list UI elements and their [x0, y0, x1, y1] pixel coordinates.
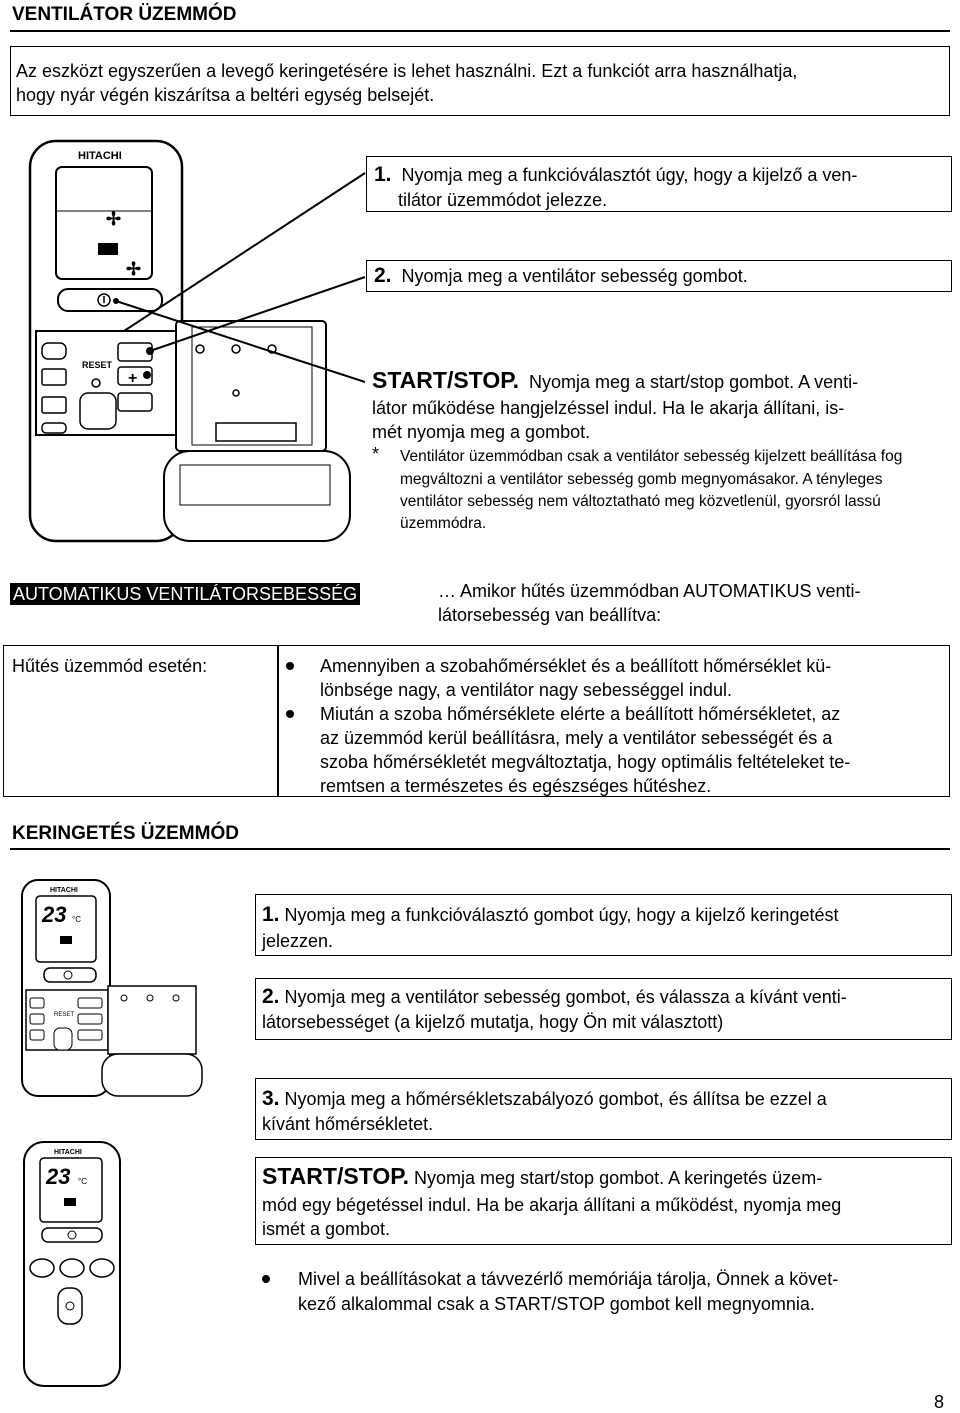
- bullet2-line1: Miután a szoba hőmérséklete elérte a beállított hőmérsékletet, az: [320, 704, 841, 724]
- bullet2-line3: szoba hőmérsékletét megváltoztatja, hogy optimális feltételeket te-: [320, 752, 851, 772]
- fan-start-label: START/STOP.: [372, 367, 519, 393]
- auto-desc-line2: látorsebesség van beállítva:: [438, 605, 662, 625]
- circ-step2-line1: [262, 985, 847, 1009]
- svg-text:HITACHI: HITACHI: [54, 1149, 82, 1156]
- circ-step3-text1: Nyomja meg a hőmérsékletszabályozó gombot, és állítsa be ezzel a: [284, 1089, 827, 1109]
- svg-text:HITACHI: HITACHI: [50, 887, 78, 894]
- bullet-dot-1: [286, 662, 294, 670]
- memo-line1: Mivel a beállításokat a távvezérlő memóriája tárolja, Önnek a követ-: [298, 1269, 839, 1289]
- display-unit-text-2: °C: [78, 1177, 87, 1186]
- fan-start-text1: Nyomja meg a start/stop gombot. A venti-: [529, 372, 859, 392]
- display-unit-text-1: °C: [72, 915, 81, 924]
- bullet-dot-2: [286, 710, 294, 718]
- cooling-mode-label: Hűtés üzemmód esetén:: [12, 656, 208, 676]
- circ-title-rule: [10, 848, 950, 850]
- circ-step2-line2: látorsebességet (a kijelző mutatja, hogy Ön mit választott): [262, 1012, 724, 1032]
- fan-step1-line2: tilátor üzemmódot jelezze.: [398, 190, 608, 210]
- bullet2-line2: az üzemmód kerül beállításra, mely a ventilátor sebességét és a: [320, 728, 833, 748]
- circ-start-line2: mód egy bégetéssel indul. Ha be akarja állítani a működést, nyomja meg: [262, 1195, 842, 1215]
- auto-desc-line1: … Amikor hűtés üzemmódban AUTOMATIKUS venti-: [438, 581, 861, 601]
- fan-start-line3: mét nyomja meg a gombot.: [372, 422, 591, 442]
- circ-step3-number: 3.: [262, 1087, 280, 1110]
- circ-section-title: KERINGETÉS ÜZEMMÓD: [12, 823, 239, 844]
- display-temp-text-2: 23: [46, 1164, 71, 1189]
- fan-step2-line: [374, 264, 748, 288]
- note-line3: ventilátor sebesség nem változtatható meg közvetlenül, gyorsról lassú: [400, 493, 881, 510]
- bullet1-line2: lönbsége nagy, a ventilátor nagy sebességgel indul.: [320, 680, 732, 700]
- remote-control-circ-diagram-1: [20, 878, 250, 1100]
- circ-start-line1: [262, 1164, 822, 1190]
- note-line1: Ventilátor üzemmódban csak a ventilátor sebesség kijelzett beállítása fog: [400, 448, 903, 465]
- page-number: 8: [934, 1392, 945, 1412]
- note-line2: megváltozni a ventilátor sebesség gomb megnyomásakor. A tényleges: [400, 471, 883, 488]
- display-temp-text-1: 23: [42, 902, 67, 927]
- bullet1-line1: Amennyiben a szobahőmérséklet és a beállított hőmérséklet kü-: [320, 656, 832, 676]
- circ-start-label: START/STOP.: [262, 1163, 409, 1189]
- svg-text:RESET: RESET: [54, 1012, 75, 1018]
- svg-text:+: +: [128, 370, 138, 387]
- note-star: *: [372, 444, 380, 464]
- remote-reset-text: RESET: [82, 360, 113, 370]
- circ-step2-number: 2.: [262, 985, 280, 1008]
- fan-step2-number: 2.: [374, 264, 392, 287]
- circ-step1-text1: Nyomja meg a funkcióválasztó gombot úgy, hogy a kijelző keringetést: [284, 905, 839, 925]
- circ-step1-number: 1.: [262, 903, 280, 926]
- remote-brand-text: HITACHI: [78, 150, 122, 162]
- circ-step2-text1: Nyomja meg a ventilátor sebesség gombot, és válassza a kívánt venti-: [284, 987, 847, 1007]
- fan-start-line2: látor működése hangjelzéssel indul. Ha le akarja állítani, is-: [372, 398, 845, 418]
- remote-control-circ-diagram-2: [20, 1140, 250, 1390]
- bullet2-line4: remtsen a természetes és egészséges hűtéshez.: [320, 776, 712, 796]
- intro-line-1: Az eszközt egyszerűen a levegő keringetésére is lehet használni. Ezt a funkciót arra használhatja,: [16, 61, 798, 81]
- memo-line2: kező alkalommal csak a START/STOP gombot kell megnyomnia.: [298, 1294, 815, 1314]
- fan-section-title: VENTILÁTOR ÜZEMMÓD: [12, 4, 237, 25]
- cooling-table-divider: [277, 645, 279, 797]
- title-rule: [10, 30, 950, 32]
- note-line4: üzemmódra.: [400, 515, 487, 532]
- fan-step1-line1: [374, 163, 857, 187]
- fan-step2-text: Nyomja meg a ventilátor sebesség gombot.: [401, 266, 748, 286]
- fan-symbol-icon: ✢: [106, 209, 122, 229]
- circ-step1-line2: jelezzen.: [262, 931, 334, 951]
- plus-icon: ✢: [126, 259, 142, 279]
- remote-control-fan-diagram: [20, 135, 380, 550]
- auto-speed-label: AUTOMATIKUS VENTILÁTORSEBESSÉG: [10, 583, 360, 605]
- intro-line-2: hogy nyár végén kiszárítsa a beltéri egység belsejét.: [16, 85, 435, 105]
- circ-step1-line1: [262, 903, 838, 927]
- circ-step3-line1: [262, 1087, 827, 1111]
- circ-start-text1: Nyomja meg start/stop gombot. A keringetés üzem-: [414, 1168, 823, 1188]
- circ-step3-line2: kívánt hőmérsékletet.: [262, 1114, 434, 1134]
- circ-start-line3: ismét a gombot.: [262, 1219, 391, 1239]
- fan-step1-text1: Nyomja meg a funkcióválasztót úgy, hogy a kijelző a ven-: [401, 165, 858, 185]
- fan-start-line1: [372, 368, 858, 394]
- fan-step1-number: 1.: [374, 163, 392, 186]
- memo-bullet-dot: [262, 1275, 270, 1283]
